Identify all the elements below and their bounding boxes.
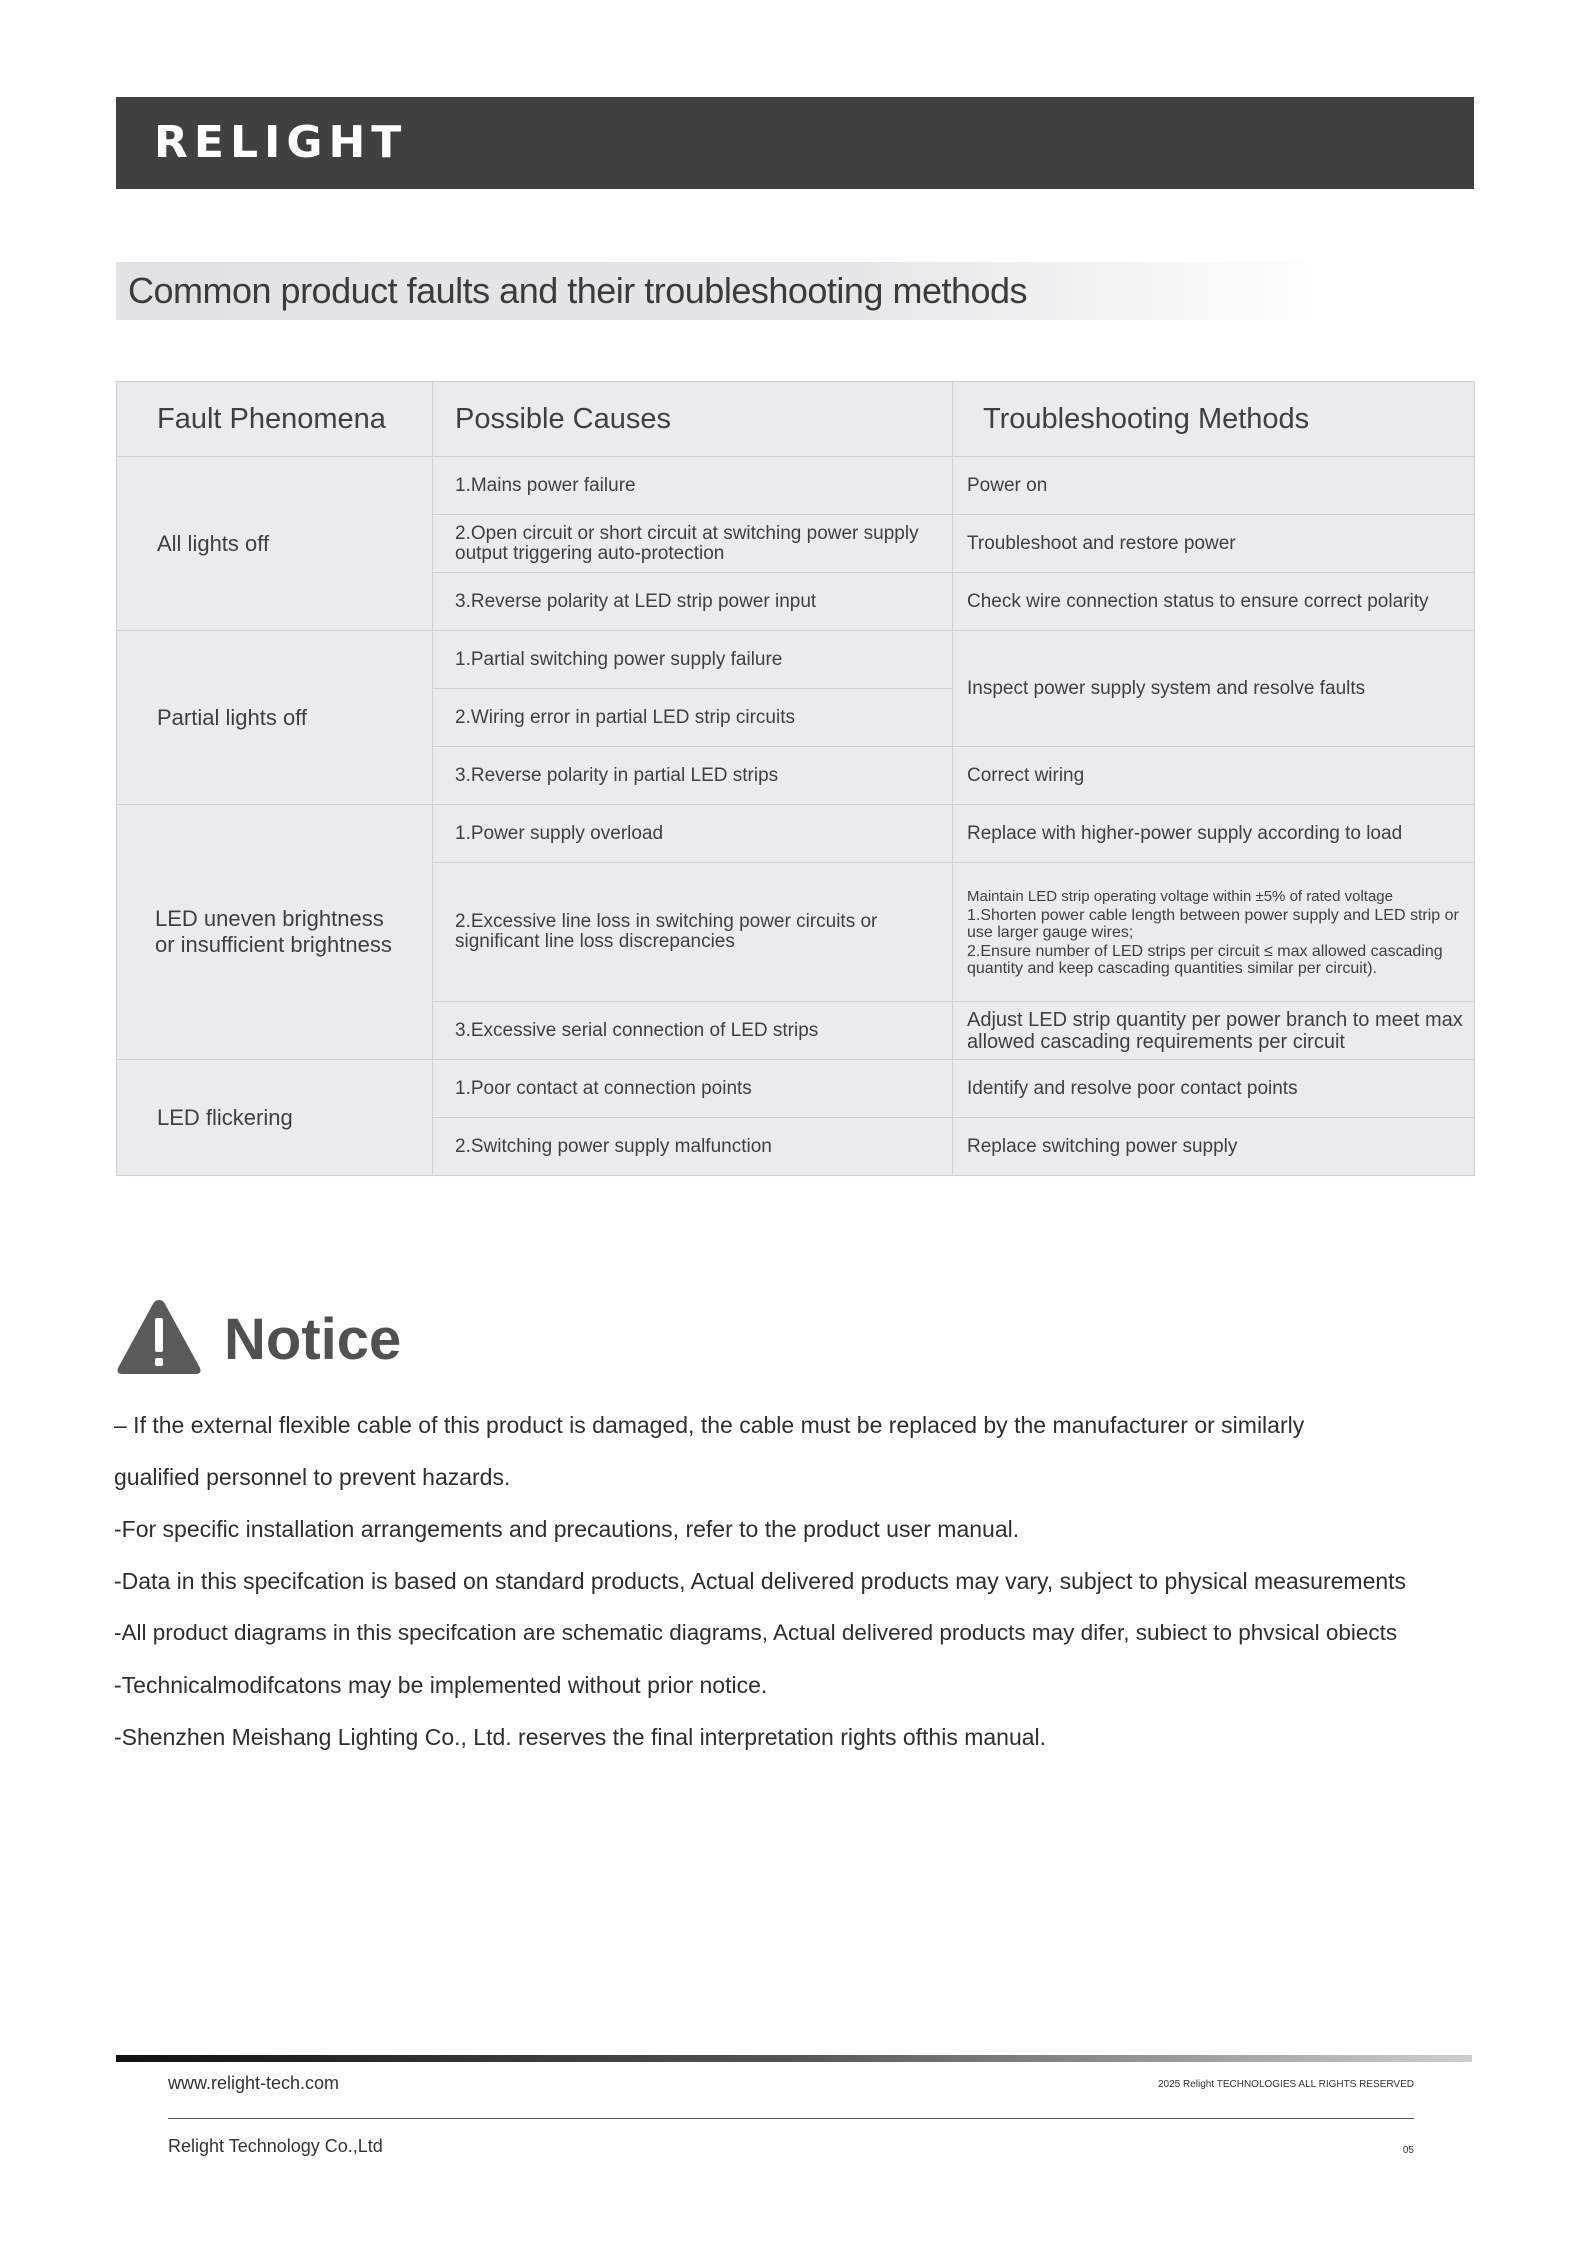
fault-cell xyxy=(117,805,433,1060)
table-header-row xyxy=(117,382,1475,457)
table-row xyxy=(117,457,1475,515)
notice-line: -Data in this specifcation is based on standard products, Actual delivered products may vary, subject to physical measurements xyxy=(114,1568,1407,1594)
method-cell: Identify and resolve poor contact points xyxy=(953,1060,1475,1118)
header-bar xyxy=(116,97,1474,189)
section-title-bar xyxy=(116,262,1336,320)
table-row xyxy=(117,805,1475,863)
method-line: 1.Shorten power cable length between power supply and LED strip or use larger gauge wires; xyxy=(967,906,1459,941)
notice-line: -Shenzhen Meishang Lighting Co., Ltd. reserves the final interpretation rights ofthis manual. xyxy=(114,1724,1047,1750)
notice-title: Notice xyxy=(224,1307,402,1372)
table-row xyxy=(117,1060,1475,1118)
footer-divider xyxy=(168,2118,1414,2119)
method-cell: Replace with higher-power supply according to load xyxy=(953,805,1475,863)
section-title: Common product faults and their troubleshooting methods xyxy=(128,270,1028,311)
footer-website[interactable]: www.relight-tech.com xyxy=(168,2073,340,2093)
method-line: 2.Ensure number of LED strips per circuit ≤ max allowed cascading quantity and keep cascading quantities similar per circuit). xyxy=(967,942,1443,977)
footer-rule xyxy=(116,2055,1472,2062)
faults-table xyxy=(116,381,1475,1176)
fault-cell: All lights off xyxy=(117,457,433,631)
cause-cell: 1.Poor contact at connection points xyxy=(433,1060,953,1118)
notice-line: – If the external flexible cable of this product is damaged, the cable must be replaced by the manufacturer or similarly xyxy=(114,1412,1305,1438)
cause-cell: 2.Open circuit or short circuit at switching power supply output triggering auto-protection xyxy=(433,515,953,573)
method-cell: Replace switching power supply xyxy=(953,1118,1475,1176)
notice-line: gualified personnel to prevent hazards. xyxy=(114,1464,511,1490)
cause-cell: 2.Wiring error in partial LED strip circuits xyxy=(433,689,953,747)
method-cell: Correct wiring xyxy=(953,747,1475,805)
cause-cell: 1.Mains power failure xyxy=(433,457,953,515)
method-cell: Power on xyxy=(953,457,1475,515)
notice-line: -All product diagrams in this specifcation are schematic diagrams, Actual delivered products may difer, subiect to phvsical obiects xyxy=(114,1620,1398,1645)
fault-line: LED uneven brightness xyxy=(155,906,384,931)
fault-cell: Partial lights off xyxy=(117,631,433,805)
notice-list xyxy=(114,1410,1494,1774)
notice-line: -For specific installation arrangements and precautions, refer to the product user manual. xyxy=(114,1516,1020,1542)
cause-cell: 2.Excessive line loss in switching power circuits or significant line loss discrepancies xyxy=(433,863,953,1002)
fault-line: or insufficient brightness xyxy=(155,932,392,957)
header-troubleshooting-methods: Troubleshooting Methods xyxy=(953,382,1475,457)
table-row xyxy=(117,631,1475,689)
notice-line: -Technicalmodifcatons may be implemented without prior notice. xyxy=(114,1672,768,1698)
cause-cell: 1.Power supply overload xyxy=(433,805,953,863)
method-cell: Check wire connection status to ensure correct polarity xyxy=(953,573,1475,631)
fault-cell: LED flickering xyxy=(117,1060,433,1176)
footer-rights: 2025 Relight TECHNOLOGIES ALL RIGHTS RESERVED xyxy=(1157,2079,1414,2090)
footer-company: Relight Technology Co.,Ltd xyxy=(168,2136,383,2156)
page-number: 05 xyxy=(1402,2145,1414,2156)
warning-icon xyxy=(116,1298,202,1376)
header-possible-causes: Possible Causes xyxy=(433,382,953,457)
method-line: Maintain LED strip operating voltage within ±5% of rated voltage xyxy=(967,887,1393,905)
method-cell: Inspect power supply system and resolve faults xyxy=(953,631,1475,747)
cause-cell: 3.Excessive serial connection of LED strips xyxy=(433,1002,953,1060)
cause-cell: 2.Switching power supply malfunction xyxy=(433,1118,953,1176)
cause-cell: 3.Reverse polarity in partial LED strips xyxy=(433,747,953,805)
method-cell xyxy=(953,863,1475,1002)
brand-logo: RELIGHT xyxy=(154,117,408,168)
cause-cell: 1.Partial switching power supply failure xyxy=(433,631,953,689)
header-fault-phenomena: Fault Phenomena xyxy=(117,382,433,457)
method-cell: Adjust LED strip quantity per power branch to meet max allowed cascading requirements per circuit xyxy=(953,1002,1475,1060)
cause-cell: 3.Reverse polarity at LED strip power input xyxy=(433,573,953,631)
method-cell: Troubleshoot and restore power xyxy=(953,515,1475,573)
